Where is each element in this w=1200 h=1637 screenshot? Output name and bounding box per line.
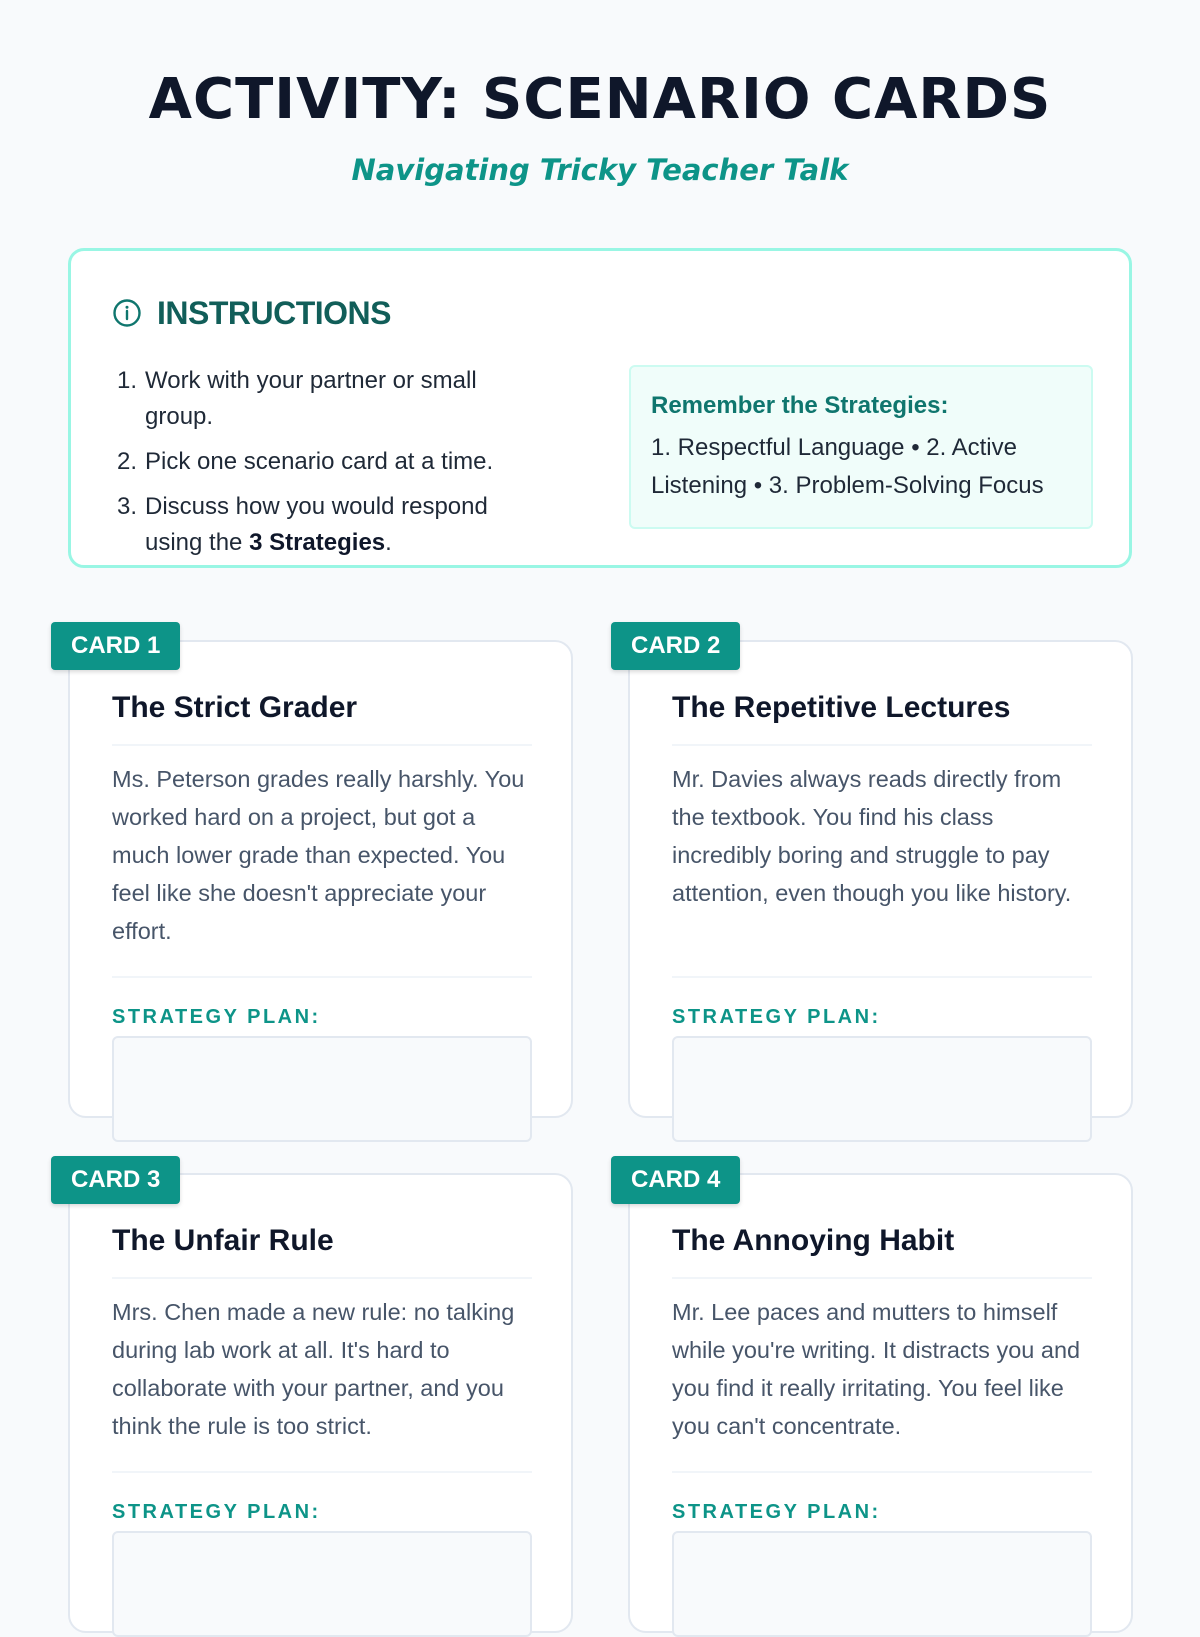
step-item xyxy=(117,489,547,561)
card-title: The Unfair Rule xyxy=(112,1224,334,1257)
strategy-plan-field[interactable] xyxy=(672,1036,1092,1142)
card-divider xyxy=(672,976,1092,978)
strategy-plan-label: STRATEGY PLAN: xyxy=(672,1006,881,1028)
card-tab-4: CARD 4 xyxy=(611,1156,740,1204)
card-tab-1: CARD 1 xyxy=(51,622,180,670)
strategies-reminder xyxy=(629,365,1093,529)
step-text: Pick one scenario card at a time. xyxy=(145,448,494,475)
scenario-card-1 xyxy=(68,640,573,1118)
card-divider xyxy=(112,1471,532,1473)
strategy-plan-field[interactable] xyxy=(672,1531,1092,1637)
strategies-title: Remember the Strategies: xyxy=(651,392,949,419)
step-item xyxy=(117,363,547,435)
step-text xyxy=(145,489,547,561)
instructions-header xyxy=(113,293,391,333)
strategy-plan-field[interactable] xyxy=(112,1531,532,1637)
step-number: 3. xyxy=(117,493,138,520)
card-description: Mr. Lee paces and mutters to himself while you're writing. It distracts you and you find it really irritating. You feel like you can't concentrate. xyxy=(672,1299,1081,1439)
scenario-card-3 xyxy=(68,1173,573,1633)
card-tab-2: CARD 2 xyxy=(611,622,740,670)
card-description: Mrs. Chen made a new rule: no talking during lab work at all. It's hard to collaborate with your partner, and you think the rule is too strict. xyxy=(112,1299,515,1439)
card-divider xyxy=(112,976,532,978)
card-divider xyxy=(112,1277,532,1279)
info-icon xyxy=(113,299,141,327)
steps-list xyxy=(117,363,547,570)
scenario-card-2 xyxy=(628,640,1133,1118)
instructions-title: INSTRUCTIONS xyxy=(157,294,391,331)
card-description: Mr. Davies always reads directly from the textbook. You find his class incredibly boring and struggle to pay attention, even though you like history. xyxy=(672,766,1072,906)
strategy-plan-field[interactable] xyxy=(112,1036,532,1142)
card-divider xyxy=(672,744,1092,746)
step-text-bold: 3 Strategies xyxy=(249,529,386,556)
step-item xyxy=(117,444,547,480)
card-title: The Repetitive Lectures xyxy=(672,691,1011,724)
card-divider xyxy=(672,1277,1092,1279)
scenario-card-4 xyxy=(628,1173,1133,1633)
strategy-plan-label: STRATEGY PLAN: xyxy=(112,1501,321,1523)
step-text-end: . xyxy=(385,529,392,556)
instructions-panel xyxy=(68,248,1132,568)
card-divider xyxy=(112,744,532,746)
step-text-start: Discuss how you would respond using the xyxy=(145,493,488,556)
strategies-text: 1. Respectful Language • 2. Active Listening • 3. Problem-Solving Focus xyxy=(651,434,1044,499)
card-description: Ms. Peterson grades really harshly. You worked hard on a project, but got a much lower grade than expected. You feel like she doesn't appreciate your effort. xyxy=(112,766,525,944)
step-number: 2. xyxy=(117,448,138,475)
strategy-plan-label: STRATEGY PLAN: xyxy=(112,1006,321,1028)
step-text: Work with your partner or small group. xyxy=(145,367,477,430)
card-divider xyxy=(672,1471,1092,1473)
page-title: ACTIVITY: SCENARIO CARDS xyxy=(148,67,1052,132)
card-tab-3: CARD 3 xyxy=(51,1156,180,1204)
step-number: 1. xyxy=(117,367,138,394)
card-title: The Annoying Habit xyxy=(672,1224,955,1257)
card-title: The Strict Grader xyxy=(112,691,358,724)
page-subtitle: Navigating Tricky Teacher Talk xyxy=(351,153,849,187)
strategy-plan-label: STRATEGY PLAN: xyxy=(672,1501,881,1523)
